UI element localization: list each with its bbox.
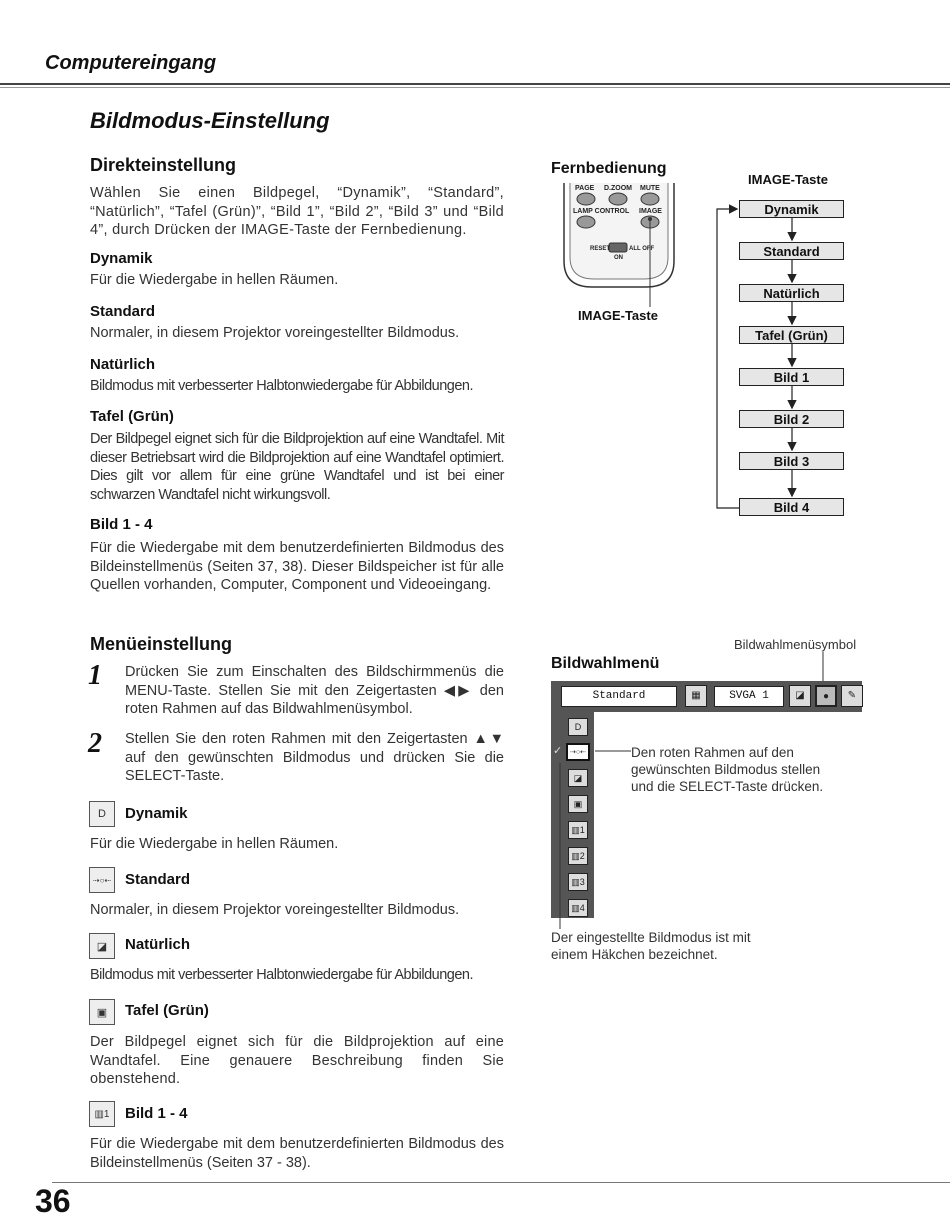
- header-rule: [0, 83, 950, 85]
- side-natural-icon[interactable]: ◪: [568, 769, 588, 787]
- osd-callout-lines: [555, 745, 635, 930]
- desc-tafel: Der Bildpegel eignet sich für die Bildprojektion auf eine Wandtafel. Mit dieser Betriebsart wird die Bildprojektion auf eine Wandtafel optimiert. Dies gilt vor allem für eine grüne Wandtafel und ist bei einer schwarzen Wandtafel nicht wirkungsvoll.: [90, 431, 504, 503]
- menu-term-bild: Bild 1 - 4: [125, 1105, 188, 1122]
- menu-desc-dynamik: Für die Wiedergabe in hellen Räumen.: [90, 836, 339, 852]
- side-image1-icon[interactable]: ▥1: [568, 821, 588, 839]
- step-text-1: Drücken Sie zum Einschalten des Bildschirmmenüs die MENU-Taste. Stellen Sie mit den Zeigertasten ◀▶ den roten Rahmen auf das Bildwahlmenüsymbol.: [125, 664, 504, 717]
- osd-image-adjust-icon: ▦: [685, 685, 707, 707]
- remote-label-on: ON: [614, 255, 623, 261]
- osd-source-field: SVGA 1: [714, 686, 784, 707]
- remote-label-mute: MUTE: [640, 185, 660, 192]
- remote-heading: Fernbedienung: [551, 160, 667, 177]
- image1-mode-icon: ▥1: [89, 1101, 115, 1127]
- osd-menu-bar: [551, 681, 862, 712]
- desc-bild: Für die Wiedergabe mit dem benutzerdefinierten Bildmodus des Bildeinstellmenüs (Seiten 37, 38). Dieser Bildspeicher ist für alle Quellen vorhanden, Computer, Component und Videoeingang.: [90, 540, 504, 593]
- flow-step-bild4: Bild 4: [739, 498, 844, 516]
- desc-natuerlich: Bildmodus mit verbesserter Halbtonwiedergabe für Abbildungen.: [90, 378, 473, 394]
- osd-heading: Bildwahlmenü: [551, 655, 660, 672]
- term-tafel: Tafel (Grün): [90, 408, 174, 425]
- term-standard: Standard: [90, 303, 156, 320]
- remote-label-alloff: ALL OFF: [629, 246, 655, 252]
- menu-term-dynamik: Dynamik: [125, 805, 188, 822]
- step-number-2: 2: [88, 728, 102, 759]
- remote-label-reset: RESET: [590, 246, 611, 252]
- side-blackboard-icon[interactable]: ▣: [568, 795, 588, 813]
- flow-step-bild2: Bild 2: [739, 410, 844, 428]
- remote-label-lamp: LAMP CONTROL: [573, 208, 630, 215]
- flow-step-standard: Standard: [739, 242, 844, 260]
- flow-step-natuerlich: Natürlich: [739, 284, 844, 302]
- section-heading-menu: Menüeinstellung: [90, 634, 233, 654]
- osd-symbol-label: Bildwahlmenüsymbol: [734, 637, 857, 652]
- side-standard-icon[interactable]: ⇢○⇠: [566, 743, 590, 761]
- osd-note-frame: Den roten Rahmen auf den gewünschten Bildmodus stellen und die SELECT-Taste drücken.: [631, 745, 824, 794]
- menu-term-standard: Standard: [125, 871, 191, 888]
- side-dynamik-icon[interactable]: D: [568, 718, 588, 736]
- term-dynamik: Dynamik: [90, 250, 153, 267]
- desc-dynamik: Für die Wiedergabe in hellen Räumen.: [90, 272, 339, 288]
- side-image4-icon[interactable]: ▥4: [568, 899, 588, 917]
- osd-mode-field: Standard: [561, 686, 677, 707]
- flow-step-dynamik: Dynamik: [739, 200, 844, 218]
- natural-mode-icon: ◪: [89, 933, 115, 959]
- page-number: 36: [35, 1183, 71, 1219]
- chapter-title: Computereingang: [45, 52, 217, 74]
- standard-mode-icon: ⇢○⇠: [89, 867, 115, 893]
- blackboard-mode-icon: ▣: [89, 999, 115, 1025]
- menu-desc-bild: Für die Wiedergabe mit dem benutzerdefinierten Bildmodus des Bildeinstellmenüs (Seiten 37 - 38).: [90, 1136, 504, 1171]
- menu-desc-natuerlich: Bildmodus mit verbesserter Halbtonwiedergabe für Abbildungen.: [90, 967, 473, 983]
- flow-title: IMAGE-Taste: [748, 172, 828, 187]
- menu-term-natuerlich: Natürlich: [125, 936, 191, 953]
- flow-step-bild1: Bild 1: [739, 368, 844, 386]
- footer-rule: [52, 1182, 950, 1183]
- desc-standard: Normaler, in diesem Projektor voreingestellter Bildmodus.: [90, 325, 460, 341]
- osd-pc-adjust-icon: ◪: [789, 685, 811, 707]
- remote-callout-line: [640, 215, 660, 310]
- side-image3-icon[interactable]: ▥3: [568, 873, 588, 891]
- menu-desc-standard: Normaler, in diesem Projektor voreingestellter Bildmodus.: [90, 902, 460, 918]
- dynamik-mode-icon: D: [89, 801, 115, 827]
- menu-term-tafel: Tafel (Grün): [125, 1002, 209, 1019]
- header-rule-thin: [0, 87, 950, 88]
- flow-step-bild3: Bild 3: [739, 452, 844, 470]
- step-text-2: Stellen Sie den roten Rahmen mit den Zeigertasten ▲▼ auf den gewünschten Bildmodus und drücken Sie die SELECT-Taste.: [125, 731, 504, 784]
- direct-intro: Wählen Sie einen Bildpegel, “Dynamik”, “Standard”, “Natürlich”, “Tafel (Grün)”, “Bild 1”, “Bild 2”, “Bild 3” und “Bild 4”, durch Drücken der IMAGE-Taste der Fernbedienung.: [90, 185, 504, 238]
- term-bild: Bild 1 - 4: [90, 516, 153, 533]
- remote-label-image: IMAGE: [639, 208, 662, 215]
- menu-desc-tafel: Der Bildpegel eignet sich für die Bildprojektion auf eine Wandtafel. Eine genauere Beschreibung finden Sie obenstehend.: [90, 1034, 504, 1087]
- page-title: Bildmodus-Einstellung: [90, 108, 330, 133]
- term-natuerlich: Natürlich: [90, 356, 156, 373]
- flow-step-tafel: Tafel (Grün): [739, 326, 844, 344]
- side-image2-icon[interactable]: ▥2: [568, 847, 588, 865]
- checkmark-icon: ✓: [553, 745, 563, 757]
- osd-note-check: Der eingestellte Bildmodus ist mit einem Häkchen bezeichnet.: [551, 930, 751, 962]
- osd-image-select-icon[interactable]: ●: [815, 685, 837, 707]
- remote-image-button-callout: IMAGE-Taste: [578, 308, 658, 323]
- remote-label-dzoom: D.ZOOM: [604, 185, 632, 192]
- osd-tools-icon: ✎: [841, 685, 863, 707]
- remote-label-page: PAGE: [575, 185, 595, 192]
- step-number-1: 1: [88, 660, 102, 691]
- section-heading-direct: Direkteinstellung: [90, 155, 237, 175]
